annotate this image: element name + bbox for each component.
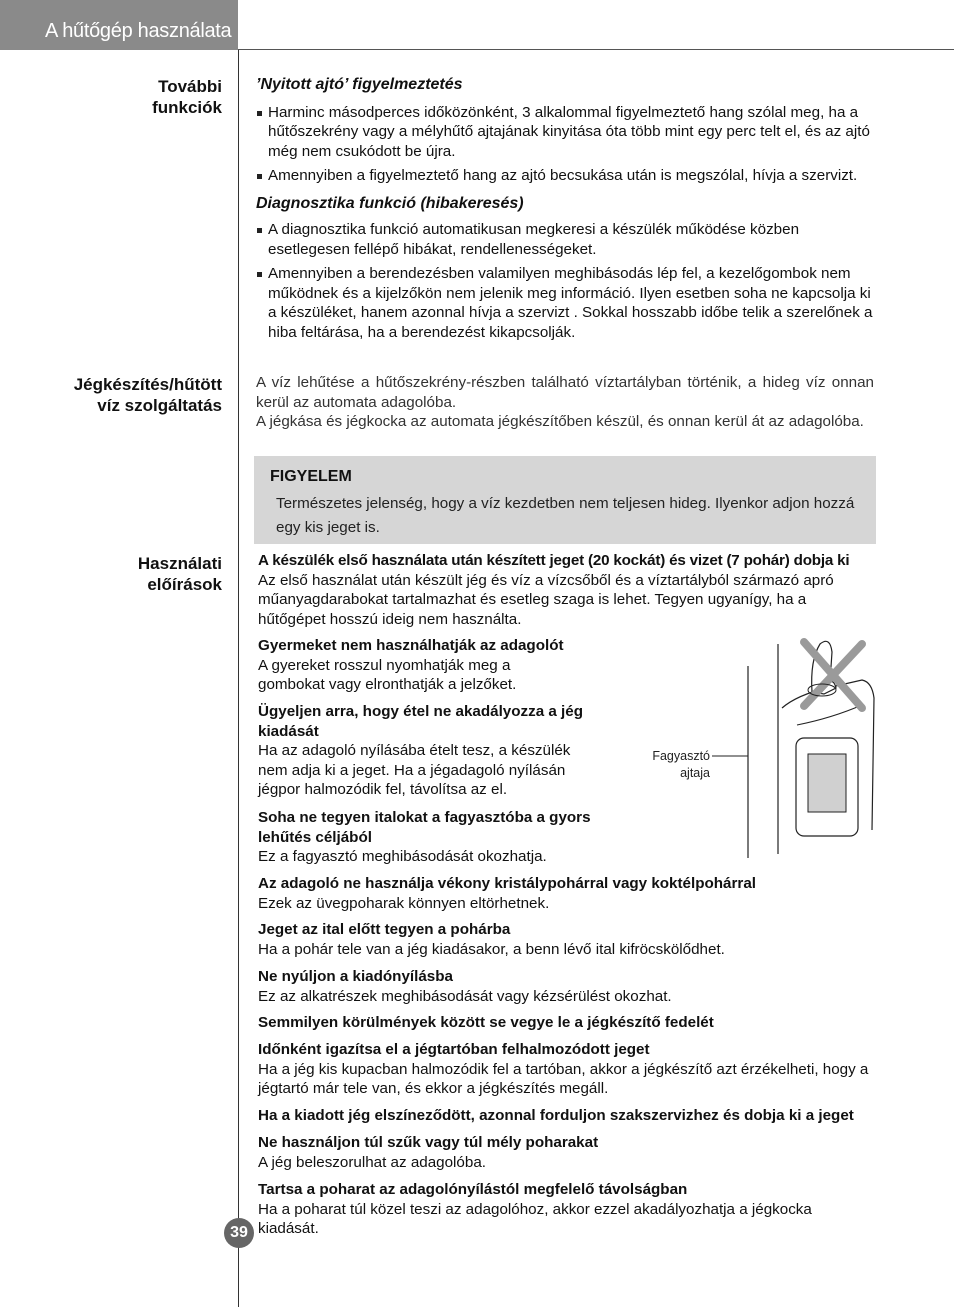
door-warning-section <box>256 75 882 347</box>
usage-item-title: Gyermeket nem használhatják az adagolót <box>258 637 564 654</box>
usage-item-title: Tartsa a poharat az adagolónyílástól megfelelő távolságban <box>258 1181 688 1198</box>
list-item: Amennyiben a figyelmeztető hang az ajtó becsukása után is megszólal, hívja a szervizt. <box>256 166 882 186</box>
usage-item-text: Ez a fagyasztó meghibásodását okozhatja. <box>258 848 547 865</box>
usage-item-title: Ha a kiadott jég elszíneződött, azonnal forduljon szakszervizhez és dobja ki a jeget <box>258 1107 854 1124</box>
usage-item-text: Ha a pohár tele van a jég kiadásakor, a benn lévő ital kifröcskölődhet. <box>258 940 725 958</box>
usage-item <box>258 967 906 1006</box>
usage-item <box>258 1133 906 1172</box>
usage-item-title: Időnként igazítsa el a jégtartóban felhalmozódott jeget <box>258 1041 650 1058</box>
usage-item-title: Ügyeljen arra, hogy étel ne akadályozza a jég kiadását <box>258 703 583 740</box>
list-item: Harminc másodperces időközönként, 3 alkalommal figyelmeztető hang szólal meg, ha a hűtőszekrény vagy a mélyhűtő ajtajának kinyitása óta több mint egy perc telt el, és az ajtó még nem csukódott be újra. <box>256 103 882 162</box>
door-warning-list <box>256 103 882 186</box>
usage-item-text: Ha az adagoló nyílásába ételt tesz, a készülék nem adja ki a jeget. Ha a jégadagoló nyílásán jégpor halmozódik fel, távolítsa az el. <box>258 742 571 798</box>
notice-title: FIGYELEM <box>270 468 352 485</box>
usage-item <box>258 1013 906 1033</box>
notice-box <box>254 456 876 544</box>
usage-item-text: Az első használat után készült jég és víz a vízcsőből és a víztartályból származó apró műanyagdarabokat tartalmazhat és esetleg szaga is lehet. Tegyen ugyanígy, ha a hűtőgépet hosszú ideig nem használta. <box>258 571 834 628</box>
usage-item <box>258 920 906 959</box>
usage-item-title: A készülék első használata után készített jeget (20 kockát) és vizet (7 pohár) dobja ki <box>258 552 850 569</box>
header-rule <box>238 49 954 50</box>
usage-item <box>258 808 628 867</box>
page-section-title: A hűtőgép használata <box>45 20 232 42</box>
freezer-door-illustration <box>712 630 892 862</box>
usage-item-text: Ha a poharat túl közel teszi az adagolóhoz, akkor ezzel akadályozhatja a jégkocka kiadását. <box>258 1200 812 1237</box>
ice-water-paragraph: A víz lehűtése a hűtőszekrény-részben található víztartályban történik, a hideg víz onnan kerül az automata adagolóba. <box>256 374 874 411</box>
usage-item <box>258 874 906 913</box>
usage-item-title: Semmilyen körülmények között se vegye le a jégkészítő fedelét <box>258 1014 714 1031</box>
usage-item-text: Ha a jég kis kupacban halmozódik fel a tartóban, akkor a jégkészítő azt érzékelheti, hogy a jégtartó már tele van, és ekkor a jégkészítés megáll. <box>258 1060 869 1097</box>
list-item: Amennyiben a berendezésben valamilyen meghibásodás lép fel, a kezelőgombok nem működnek és a kijelzőkön nem jelenik meg információ. Ilyen esetben soha ne kapcsolja ki a készüléket, hanem azonnal hívja a szervizt . Sokkal hosszabb időbe telik a szerelőnek a hiba feltárása, ha a berendezést kikapcsolják. <box>256 264 882 342</box>
usage-item-title: Soha ne tegyen italokat a fagyasztóba a gyors lehűtés céljából <box>258 809 591 846</box>
ice-water-paragraph: A jégkása és jégkocka az automata jégkészítőben készül, és onnan kerül át az adagolóba. <box>256 413 864 430</box>
side-heading-hasznalati: Használati előírások <box>137 554 222 594</box>
usage-item-text: Ezek az üvegpoharak könnyen eltörhetnek. <box>258 894 550 912</box>
usage-item <box>258 1106 906 1126</box>
usage-item <box>258 636 603 695</box>
diagnostics-title: Diagnosztika funkció (hibakeresés) <box>256 194 524 212</box>
column-divider <box>238 50 239 1307</box>
usage-item-text: A gyereket rosszul nyomhatják meg a gombokat vagy elronthatják a jelzőket. <box>258 656 517 693</box>
figure-label: Fagyasztó ajtaja <box>652 749 710 780</box>
notice-text: Természetes jelenség, hogy a víz kezdetben nem teljesen hideg. Ilyenkor adjon hozzá egy kis jeget is. <box>276 495 855 536</box>
usage-item <box>258 1180 906 1239</box>
door-warning-title: ’Nyitott ajtó’ figyelmeztetés <box>256 76 463 93</box>
page-number: 39 <box>224 1218 254 1248</box>
usage-item-title: Ne nyúljon a kiadónyílásba <box>258 968 453 985</box>
usage-item-title: Az adagoló ne használja vékony kristálypohárral vagy koktélpohárral <box>258 875 756 892</box>
list-item: A diagnosztika funkció automatikusan megkeresi a készülék működése közben esetlegesen fellépő hibákat, rendellenességeket. <box>256 220 882 259</box>
usage-item <box>258 1040 906 1099</box>
usage-item-title: Ne használjon túl szűk vagy túl mély poharakat <box>258 1134 599 1151</box>
ice-water-text <box>256 373 874 432</box>
side-heading-tovabbi: További funkciók <box>152 77 222 117</box>
diagnostics-list <box>256 220 882 342</box>
usage-item-text: A jég beleszorulhat az adagolóba. <box>258 1153 486 1171</box>
usage-item <box>258 702 603 800</box>
usage-item <box>258 551 906 629</box>
usage-item-text: Ez az alkatrészek meghibásodását vagy kézsérülést okozhat. <box>258 987 672 1005</box>
usage-item-title: Jeget az ital előtt tegyen a pohárba <box>258 921 511 938</box>
side-heading-jeg: Jégkészítés/hűtött víz szolgáltatás <box>73 375 222 415</box>
